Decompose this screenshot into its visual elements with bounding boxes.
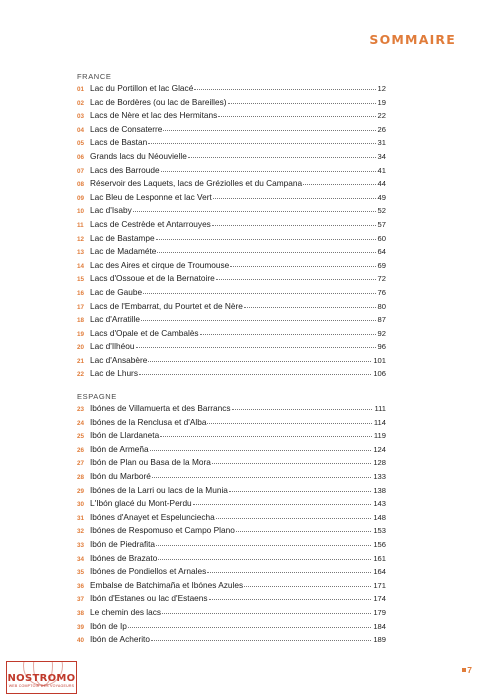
entry-page: 22 <box>377 111 386 121</box>
toc-section-espagne <box>77 391 386 647</box>
dot-leader <box>133 211 376 212</box>
entry-page: 124 <box>373 444 386 454</box>
toc-entry[interactable] <box>77 633 386 647</box>
dot-leader <box>136 347 376 348</box>
dot-leader <box>194 89 375 90</box>
toc-entry[interactable] <box>77 538 386 552</box>
entry-page: 101 <box>373 355 386 365</box>
entry-page: 133 <box>373 471 386 481</box>
toc-entry[interactable] <box>77 565 386 579</box>
entry-number: 17 <box>77 303 85 311</box>
toc-entry[interactable] <box>77 245 386 259</box>
entry-title: Lac du Portillon et lac Glacé <box>90 83 194 93</box>
entry-page: 31 <box>377 138 386 148</box>
dot-leader <box>303 184 375 185</box>
dot-leader <box>229 491 371 492</box>
entry-title: Lacs des Barroude <box>90 164 160 175</box>
toc-entry[interactable] <box>77 313 386 327</box>
entry-page: 153 <box>373 526 386 536</box>
entry-number: 09 <box>77 194 85 202</box>
entry-title: Ibón de Plan ou Basa de la Mora <box>90 457 211 468</box>
dot-leader <box>143 293 375 294</box>
toc-entry[interactable] <box>77 300 386 314</box>
entry-page: 161 <box>373 553 386 563</box>
toc-section-france <box>77 71 386 381</box>
entry-number: 27 <box>77 460 85 468</box>
entry-title: Embalse de Batchimaña et Ibónes Azules <box>90 579 244 590</box>
entry-page: 44 <box>377 179 386 189</box>
toc-entry[interactable] <box>77 354 386 368</box>
dot-leader <box>244 586 371 587</box>
toc-entry[interactable] <box>77 367 386 381</box>
toc-entry[interactable] <box>77 579 386 593</box>
entry-page: 138 <box>373 485 386 495</box>
entry-number: 33 <box>77 541 85 549</box>
entry-page: 80 <box>377 301 386 311</box>
entry-title: Lacs de l'Embarrat, du Pourtet et de Nère <box>90 300 243 311</box>
entry-number: 19 <box>77 330 85 338</box>
toc-entry[interactable] <box>77 497 386 511</box>
entry-page: 76 <box>377 287 386 297</box>
entry-title: Ibón de Piedrafita <box>90 538 156 549</box>
entry-page: 128 <box>373 458 386 468</box>
toc-entry[interactable] <box>77 82 386 96</box>
entry-page: 96 <box>377 342 386 352</box>
dot-leader <box>228 103 376 104</box>
dot-leader <box>216 518 372 519</box>
entry-title: Ibónes de Villamuerta et des Barrancs <box>90 403 231 413</box>
toc-entry[interactable] <box>77 443 386 457</box>
toc-entry[interactable] <box>77 524 386 538</box>
entry-title: Ibón du Marboré <box>90 470 151 481</box>
toc-entry[interactable] <box>77 232 386 246</box>
page-number-value: 7 <box>467 665 472 675</box>
entry-title: Lacs de Cestrède et Antarrouyes <box>90 218 211 229</box>
entry-title: Ibónes de la Larri ou lacs de la Munia <box>90 484 228 495</box>
entry-number: 15 <box>77 276 85 284</box>
toc-entry[interactable] <box>77 136 386 150</box>
entry-page: 148 <box>373 512 386 522</box>
entry-number: 36 <box>77 582 85 590</box>
entry-page: 87 <box>377 315 386 325</box>
entry-number: 20 <box>77 344 85 352</box>
dot-leader <box>236 531 372 532</box>
entry-title: Ibónes de la Renclusa et d'Alba <box>90 416 207 427</box>
dot-leader <box>141 320 376 321</box>
entry-number: 11 <box>77 221 84 229</box>
entry-number: 22 <box>77 371 85 379</box>
entry-title: Lac des Aires et cirque de Troumouse <box>90 259 230 270</box>
entry-title: Lac de Lhurs <box>90 368 138 379</box>
dot-leader <box>216 279 376 280</box>
entry-page: 111 <box>374 404 386 413</box>
dot-leader <box>162 613 371 614</box>
dot-leader <box>158 559 371 560</box>
entry-page: 164 <box>373 567 386 577</box>
entry-page: 156 <box>373 539 386 549</box>
toc-entry[interactable] <box>77 511 386 525</box>
section-label: ESPAGNE <box>77 392 117 401</box>
entry-page: 12 <box>377 84 386 93</box>
entry-title: Lacs de Bastan <box>90 137 148 148</box>
toc-entry[interactable] <box>77 592 386 606</box>
toc-entry[interactable] <box>77 177 386 191</box>
entry-number: 39 <box>77 623 85 631</box>
toc-entry[interactable] <box>77 327 386 341</box>
entry-page: 60 <box>377 233 386 243</box>
toc-entry[interactable] <box>77 340 386 354</box>
toc-entry[interactable] <box>77 286 386 300</box>
entry-title: Lac d'Isaby <box>90 205 132 216</box>
entry-page: 41 <box>377 165 386 175</box>
entry-title: Lac Bleu de Lesponne et lac Vert <box>90 191 212 202</box>
dot-leader <box>212 225 376 226</box>
entry-page: 189 <box>373 635 386 645</box>
entry-number: 32 <box>77 528 85 536</box>
dot-leader <box>207 423 371 424</box>
entry-page: 119 <box>373 431 386 441</box>
entry-title: Ibónes d'Anayet et Espelunciecha <box>90 511 215 522</box>
entry-number: 30 <box>77 501 85 509</box>
dot-leader <box>139 374 371 375</box>
nostromo-logo[interactable] <box>6 661 77 694</box>
toc-entry[interactable] <box>77 552 386 566</box>
entry-page: 49 <box>377 192 386 202</box>
dot-leader <box>150 450 372 451</box>
entry-title: Lacs d'Ossoue et de la Bernatoire <box>90 273 215 284</box>
dot-leader <box>230 266 375 267</box>
entry-page: 106 <box>373 369 386 379</box>
entry-number: 23 <box>77 406 85 413</box>
entry-title: Ibónes de Brazato <box>90 552 158 563</box>
entry-number: 29 <box>77 487 85 495</box>
dot-leader <box>244 307 376 308</box>
entry-number: 28 <box>77 473 85 481</box>
toc-entry[interactable] <box>77 218 386 232</box>
toc-entry[interactable] <box>77 109 386 123</box>
entry-number: 31 <box>77 514 85 522</box>
toc-entry[interactable] <box>77 429 386 443</box>
entry-number: 05 <box>77 140 85 148</box>
page-number <box>462 665 472 675</box>
dot-leader <box>209 599 372 600</box>
entry-page: 114 <box>373 417 386 427</box>
entry-title: Ibónes de Pondiellos et Arnales <box>90 566 207 577</box>
entry-number: 02 <box>77 99 85 107</box>
entry-title: Le chemin des lacs <box>90 606 162 617</box>
dot-leader <box>218 116 375 117</box>
entry-title: Grands lacs du Néouvielle <box>90 150 187 161</box>
entry-number: 18 <box>77 317 85 325</box>
entry-page: 26 <box>377 124 386 134</box>
toc-entry[interactable] <box>77 191 386 205</box>
entry-page: 34 <box>377 151 386 161</box>
dot-leader <box>148 361 371 362</box>
logo-tagline: WEB COMPTOIR DES VOYAGEURS <box>8 684 75 688</box>
entry-title: L'Ibón glacé du Mont-Perdu <box>90 498 192 509</box>
entry-title: Ibón de Armeña <box>90 443 149 454</box>
dot-leader <box>151 640 371 641</box>
entry-page: 72 <box>377 274 386 284</box>
entry-page: 92 <box>377 328 386 338</box>
entry-number: 06 <box>77 153 85 161</box>
toc-entry[interactable] <box>77 150 386 164</box>
entry-title: Lac d'Ansabère <box>90 354 148 365</box>
dot-leader <box>152 477 371 478</box>
entry-number: 40 <box>77 637 85 645</box>
toc-entry[interactable] <box>77 123 386 137</box>
entry-title: Lacs d'Opale et de Cambalès <box>90 327 199 338</box>
dot-leader <box>128 627 371 628</box>
entry-title: Ibón de Llardaneta <box>90 430 160 441</box>
dot-leader <box>163 130 375 131</box>
entry-title: Lac de Madaméte <box>90 246 157 257</box>
entry-number: 07 <box>77 167 85 175</box>
toc-entry[interactable] <box>77 402 386 416</box>
entry-page: 184 <box>373 621 386 631</box>
dot-leader <box>188 157 376 158</box>
entry-number: 37 <box>77 596 85 604</box>
entry-title: Ibón d'Estanes ou lac d'Estaens <box>90 593 208 604</box>
entry-number: 35 <box>77 569 85 577</box>
entry-title: Lacs de Consaterre <box>90 123 163 134</box>
entry-number: 38 <box>77 609 85 617</box>
entry-number: 04 <box>77 126 85 134</box>
dot-leader <box>156 545 371 546</box>
entry-page: 57 <box>377 219 386 229</box>
entry-page: 179 <box>373 607 386 617</box>
entry-title: Lac d'Arratille <box>90 314 141 325</box>
entry-number: 21 <box>77 357 85 365</box>
dot-leader <box>193 504 372 505</box>
dot-leader <box>200 334 376 335</box>
entry-page: 64 <box>377 247 386 257</box>
entry-number: 16 <box>77 289 85 297</box>
entry-title: Lac de Gaube <box>90 286 143 297</box>
dot-leader <box>160 436 372 437</box>
toc-entry[interactable] <box>77 456 386 470</box>
entry-page: 174 <box>373 594 386 604</box>
toc-entry[interactable] <box>77 470 386 484</box>
entry-number: 25 <box>77 433 85 441</box>
toc-entry[interactable] <box>77 606 386 620</box>
entry-page: 69 <box>377 260 386 270</box>
page-title: SOMMAIRE <box>369 32 456 47</box>
entry-number: 03 <box>77 113 85 121</box>
toc-entry[interactable] <box>77 259 386 273</box>
toc-entry[interactable] <box>77 204 386 218</box>
dot-leader <box>148 143 375 144</box>
toc-entries <box>77 402 386 647</box>
entry-number: 24 <box>77 419 85 427</box>
entry-number: 08 <box>77 181 85 189</box>
dot-leader <box>161 171 376 172</box>
dot-leader <box>232 409 373 410</box>
entry-title: Lacs de Nère et lac des Hermitans <box>90 110 218 121</box>
toc-entry[interactable] <box>77 620 386 634</box>
entry-number: 01 <box>77 86 85 93</box>
dot-leader <box>207 572 371 573</box>
toc-entry[interactable] <box>77 416 386 430</box>
entry-page: 52 <box>377 206 386 216</box>
entry-number: 13 <box>77 249 85 257</box>
entry-title: Lac de Bordères (ou lac de Bareilles) <box>90 96 227 107</box>
dot-leader <box>156 239 376 240</box>
entry-title: Ibón de Ip <box>90 620 127 631</box>
dot-leader <box>213 198 376 199</box>
toc-entry[interactable] <box>77 164 386 178</box>
entry-page: 19 <box>377 97 386 107</box>
entry-number: 34 <box>77 555 85 563</box>
dot-leader <box>157 252 375 253</box>
toc-entry[interactable] <box>77 272 386 286</box>
entry-number: 26 <box>77 446 85 454</box>
entry-title: Ibón de Acherito <box>90 634 150 645</box>
toc-entry[interactable] <box>77 484 386 498</box>
entry-page: 143 <box>373 499 386 509</box>
entry-number: 14 <box>77 262 85 270</box>
entry-number: 10 <box>77 208 85 216</box>
toc-entry[interactable] <box>77 96 386 110</box>
entry-title: Ibónes de Respomuso et Campo Plano <box>90 525 235 536</box>
entry-title: Réservoir des Laquets, lacs de Gréziolles et du Campana <box>90 178 303 189</box>
dot-leader <box>212 463 371 464</box>
toc-entries <box>77 82 386 381</box>
entry-title: Lac de Bastampe <box>90 232 155 243</box>
section-label: FRANCE <box>77 72 112 81</box>
entry-page: 171 <box>373 580 386 590</box>
square-marker-icon <box>462 668 466 672</box>
logo-brand: NOSTROMO <box>7 673 76 684</box>
entry-title: Lac d'Ilhéou <box>90 341 135 352</box>
entry-number: 12 <box>77 235 85 243</box>
